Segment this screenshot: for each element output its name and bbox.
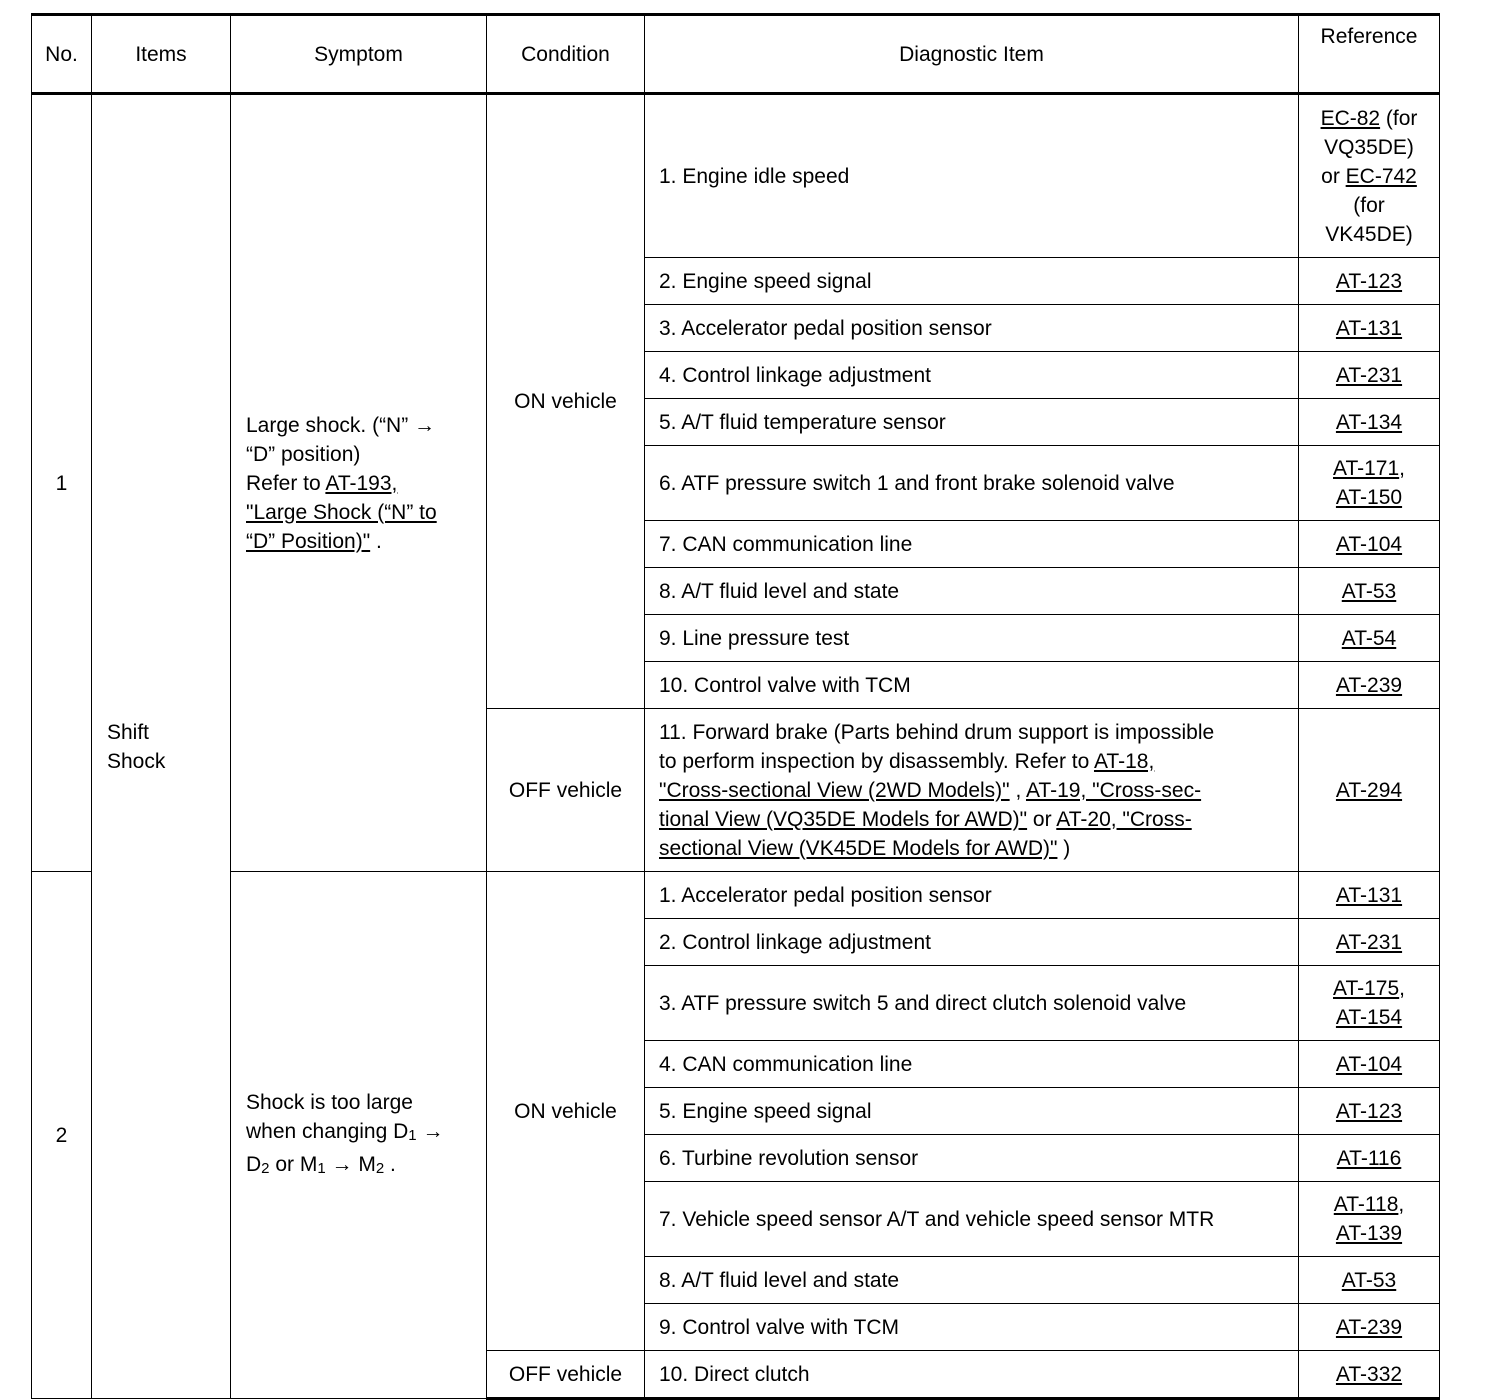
diag-item: 10. Direct clutch <box>645 1351 1299 1399</box>
link-ec-742[interactable]: EC-742 <box>1345 164 1417 188</box>
link-at-193[interactable]: AT-193, <box>325 471 398 495</box>
reference-link[interactable]: AT-239 <box>1335 1315 1403 1339</box>
shift-shock-diagnosis-table <box>31 13 1440 1400</box>
diag-item: 5. A/T fluid temperature sensor <box>645 399 1299 446</box>
diag-item: 9. Line pressure test <box>645 615 1299 662</box>
reference-link[interactable]: AT-104 <box>1335 1052 1403 1076</box>
link-at-20[interactable]: AT-20, "Cross- <box>1056 807 1192 831</box>
arrow: → M <box>325 1152 376 1176</box>
subscript: 1 <box>317 1159 326 1177</box>
reference-link[interactable]: AT-332 <box>1335 1362 1403 1386</box>
reference-link[interactable]: AT-150 <box>1335 486 1403 509</box>
separator-text: , <box>1009 778 1026 802</box>
header-symptom: Symptom <box>231 15 487 94</box>
reference-link[interactable]: AT-54 <box>1341 626 1397 650</box>
diag-item-forward-brake <box>645 709 1299 872</box>
reference-link[interactable]: AT-123 <box>1335 1099 1403 1123</box>
group2-symptom-line1: Shock is too large <box>246 1090 413 1114</box>
diagnostic-table-container <box>31 13 1439 1400</box>
reference-link[interactable]: AT-118 <box>1333 1193 1399 1216</box>
reference-link[interactable]: AT-154 <box>1335 1006 1403 1029</box>
symptom-suffix: . <box>370 529 382 553</box>
diag-item: 3. ATF pressure switch 5 and direct clutch solenoid valve <box>645 966 1299 1041</box>
items-label-line1: Shift <box>107 720 150 744</box>
arrow: → <box>416 1119 444 1143</box>
ref-separator: , <box>1398 1193 1405 1216</box>
ref-text: VQ35DE) <box>1324 135 1414 159</box>
link-large-shock[interactable]: "Large Shock (“N” to <box>246 500 437 524</box>
reference-link[interactable]: AT-134 <box>1335 410 1403 434</box>
diag-item: 4. Control linkage adjustment <box>645 352 1299 399</box>
forward-brake-text: 11. Forward brake (Parts behind drum support is impossible <box>659 720 1215 744</box>
reference-link[interactable]: AT-53 <box>1341 1268 1397 1292</box>
closing-text: ) <box>1057 836 1071 860</box>
diag-item: 8. A/T fluid level and state <box>645 568 1299 615</box>
link-2wd-view[interactable]: "Cross-sectional View (2WD Models)" <box>659 778 1010 802</box>
refer-text: Refer to <box>246 471 326 495</box>
group1-symptom-refer <box>246 469 476 498</box>
diag-item: 5. Engine speed signal <box>645 1088 1299 1135</box>
header-items: Items <box>92 15 231 94</box>
separator-text: or <box>1027 807 1057 831</box>
link-vk45de-view[interactable]: sectional View (VK45DE Models for AWD)" <box>659 836 1058 860</box>
diag-item: 7. Vehicle speed sensor A/T and vehicle speed sensor MTR <box>645 1182 1299 1257</box>
reference-link[interactable]: AT-116 <box>1336 1146 1402 1170</box>
ref-separator: , <box>1399 977 1405 1000</box>
ref-text: VK45DE) <box>1325 222 1413 246</box>
group1-symptom <box>231 94 487 872</box>
reference-cell <box>1299 94 1440 258</box>
diag-item: 2. Control linkage adjustment <box>645 919 1299 966</box>
group2-number: 2 <box>32 872 92 1399</box>
reference-link[interactable]: AT-231 <box>1335 363 1403 387</box>
reference-link[interactable]: AT-294 <box>1335 778 1403 802</box>
items-label-line2: Shock <box>107 749 166 773</box>
reference-link[interactable]: AT-104 <box>1335 532 1403 556</box>
link-vq35de-view[interactable]: tional View (VQ35DE Models for AWD)" <box>659 807 1028 831</box>
header-row <box>32 15 1440 94</box>
header-no: No. <box>32 15 92 94</box>
group2-symptom-line2 <box>246 1117 476 1150</box>
reference-link[interactable]: AT-131 <box>1335 316 1403 340</box>
link-d-position[interactable]: “D” Position)" <box>246 529 371 553</box>
diag-item: 7. CAN communication line <box>645 521 1299 568</box>
subscript: 2 <box>261 1159 270 1177</box>
table-row <box>32 94 1440 258</box>
diag-item: 1. Engine idle speed <box>645 94 1299 258</box>
reference-link[interactable]: AT-139 <box>1335 1222 1403 1245</box>
reference-link[interactable]: AT-239 <box>1335 673 1403 697</box>
reference-link[interactable]: AT-175 <box>1333 977 1400 1000</box>
diag-item: 9. Control valve with TCM <box>645 1304 1299 1351</box>
group2-on-vehicle: ON vehicle <box>487 872 645 1351</box>
group1-on-vehicle: ON vehicle <box>487 94 645 709</box>
diag-item: 1. Accelerator pedal position sensor <box>645 872 1299 919</box>
subscript: 1 <box>408 1126 417 1144</box>
subscript: 2 <box>375 1159 385 1177</box>
symptom-text: . <box>384 1152 396 1176</box>
link-at-18[interactable]: AT-18, <box>1093 749 1155 773</box>
items-cell <box>92 94 231 1399</box>
group1-symptom-line2: “D” position) <box>246 442 361 466</box>
diag-item: 10. Control valve with TCM <box>645 662 1299 709</box>
diag-item: 4. CAN communication line <box>645 1041 1299 1088</box>
ref-text: (for <box>1353 193 1385 217</box>
ref-separator: , <box>1399 457 1405 480</box>
header-diagnostic-item: Diagnostic Item <box>645 15 1299 94</box>
reference-link[interactable]: AT-53 <box>1341 579 1397 603</box>
reference-link[interactable]: AT-131 <box>1335 883 1403 907</box>
reference-link[interactable]: AT-171 <box>1333 457 1400 480</box>
symptom-text: when changing D <box>246 1119 409 1143</box>
diag-item: 3. Accelerator pedal position sensor <box>645 305 1299 352</box>
header-reference: Reference <box>1299 15 1440 94</box>
ref-text: or <box>1321 164 1346 188</box>
link-at-19[interactable]: AT-19, "Cross-sec- <box>1025 778 1202 802</box>
group2-symptom-line3 <box>246 1150 476 1183</box>
table-row <box>32 872 1440 919</box>
group1-off-vehicle: OFF vehicle <box>487 709 645 872</box>
group1-symptom-line1: Large shock. (“N” → <box>246 413 436 437</box>
forward-brake-text: to perform inspection by disassembly. Refer to <box>659 749 1094 773</box>
diag-item: 6. Turbine revolution sensor <box>645 1135 1299 1182</box>
group1-number: 1 <box>32 94 92 872</box>
diag-item: 2. Engine speed signal <box>645 258 1299 305</box>
group2-symptom <box>231 872 487 1399</box>
reference-link[interactable]: AT-123 <box>1335 269 1403 293</box>
diag-item: 8. A/T fluid level and state <box>645 1257 1299 1304</box>
group2-off-vehicle: OFF vehicle <box>487 1351 645 1399</box>
link-ec-82[interactable]: EC-82 <box>1320 106 1381 130</box>
symptom-text: or M <box>269 1152 318 1176</box>
symptom-text: D <box>246 1152 262 1176</box>
diag-item: 6. ATF pressure switch 1 and front brake solenoid valve <box>645 446 1299 521</box>
ref-text: (for <box>1380 106 1418 130</box>
reference-link[interactable]: AT-231 <box>1335 930 1403 954</box>
header-condition: Condition <box>487 15 645 94</box>
